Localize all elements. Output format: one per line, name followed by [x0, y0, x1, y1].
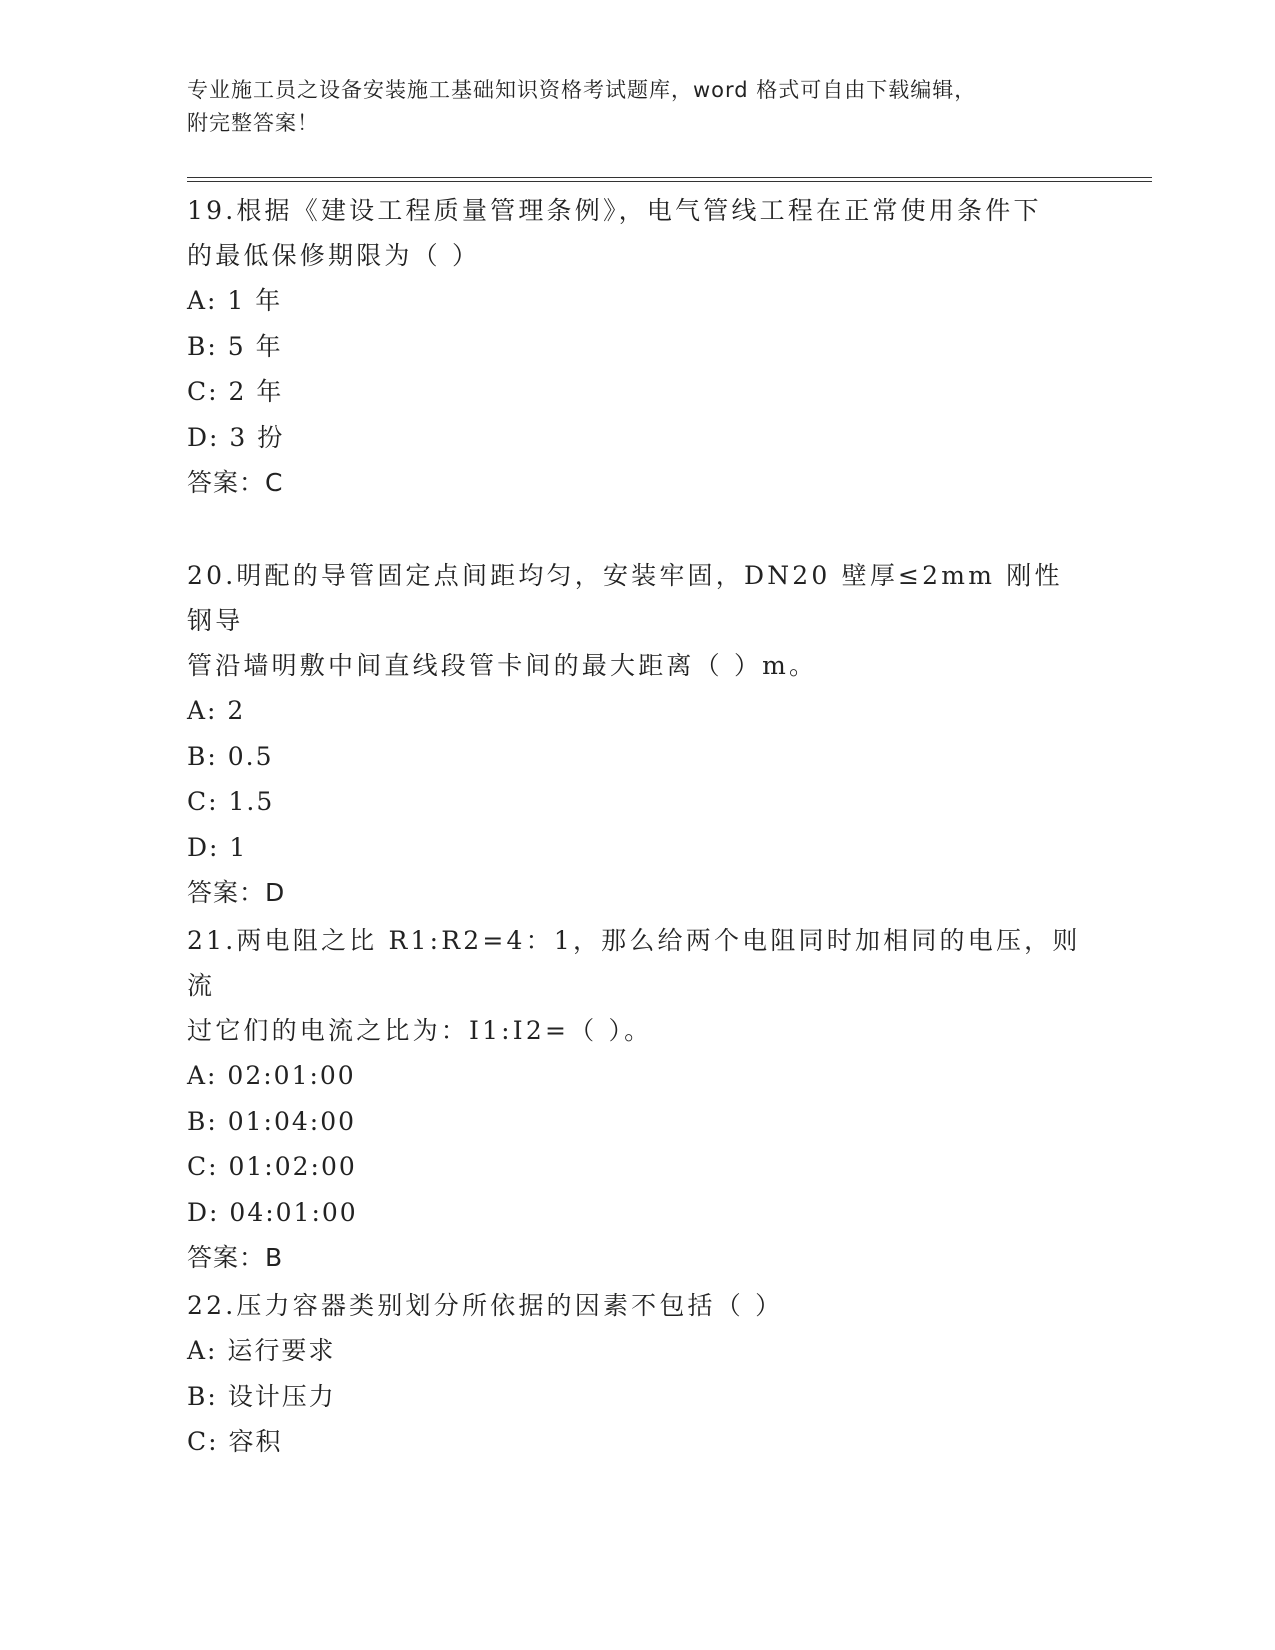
option-a: A: 运行要求 — [187, 1336, 336, 1365]
question-stem-line: 22.压力容器类别划分所依据的因素不包括（ ） — [187, 1291, 784, 1320]
answer: 答案：C — [187, 468, 284, 497]
header-divider-bottom — [187, 181, 1152, 182]
question-stem — [187, 1283, 1087, 1328]
question-stem — [187, 918, 1087, 1053]
option-a: A: 2 — [187, 696, 246, 725]
header-line-1: 专业施工员之设备安装施工基础知识资格考试题库，word 格式可自由下载编辑， — [187, 78, 977, 102]
question-stem-line: 的最低保修期限为（ ） — [187, 241, 481, 270]
option-d: D: 04:01:00 — [187, 1197, 358, 1227]
question-stem-line: 21.两电阻之比 R1:R2=4：1，那么给两个电阻同时加相同的电压，则流 — [187, 926, 1081, 1000]
option-b: B: 设计压力 — [187, 1381, 336, 1411]
option-c: C: 01:02:00 — [187, 1152, 357, 1181]
header-line-2: 附完整答案！ — [187, 111, 319, 135]
option-b: B: 0.5 — [187, 741, 274, 771]
option-c: C: 1.5 — [187, 787, 275, 816]
option-d: D: 1 — [187, 832, 248, 862]
question-22 — [187, 1283, 1087, 1465]
option-b: B: 5 年 — [187, 331, 283, 361]
question-stem-line: 过它们的电流之比为：I1:I2=（ ）。 — [187, 1016, 653, 1045]
question-21 — [187, 918, 1087, 1280]
question-20 — [187, 553, 1087, 915]
document-header — [187, 74, 1107, 140]
answer: 答案：B — [187, 1243, 284, 1272]
question-19 — [187, 188, 1087, 505]
option-a: A: 02:01:00 — [187, 1061, 356, 1090]
question-stem-line: 20.明配的导管固定点间距均匀，安装牢固，DN20 壁厚≤2mm 刚性钢导 — [187, 561, 1063, 635]
option-c: C: 容积 — [187, 1427, 283, 1456]
option-d: D: 3 扮 — [187, 422, 285, 452]
header-divider-top — [187, 177, 1152, 178]
question-stem-line: 管沿墙明敷中间直线段管卡间的最大距离（ ）m。 — [187, 651, 818, 680]
question-stem — [187, 553, 1087, 688]
option-b: B: 01:04:00 — [187, 1106, 357, 1136]
question-stem — [187, 188, 1087, 278]
option-a: A: 1 年 — [187, 286, 283, 315]
option-c: C: 2 年 — [187, 377, 284, 406]
answer: 答案：D — [187, 878, 286, 907]
question-stem-line: 19.根据《建设工程质量管理条例》，电气管线工程在正常使用条件下 — [187, 196, 1042, 225]
